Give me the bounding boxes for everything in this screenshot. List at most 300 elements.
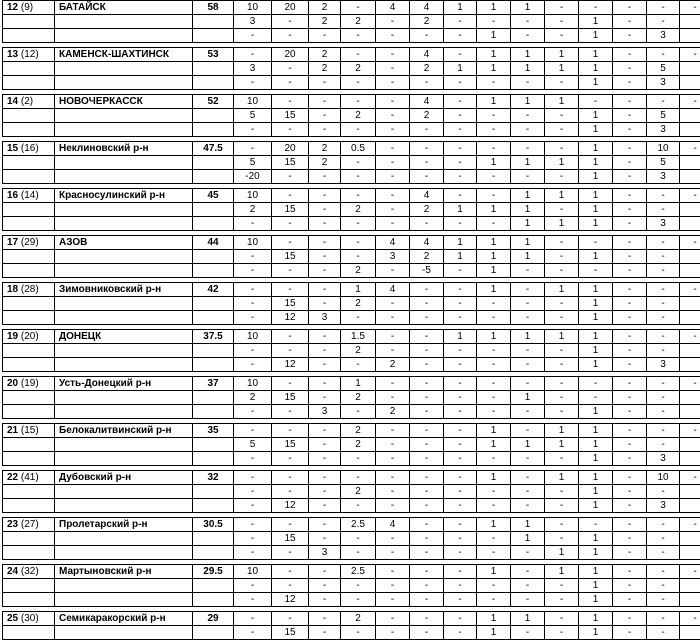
indicator-cell: 1 — [579, 344, 613, 358]
indicator-cell: -5 — [410, 264, 444, 278]
indicator-cell: - — [680, 612, 700, 626]
indicator-cell — [680, 264, 700, 278]
indicator-cell: 1 — [579, 626, 613, 640]
total-score-empty — [193, 62, 234, 76]
indicator-cell — [680, 109, 700, 123]
indicator-cell: - — [647, 95, 680, 109]
indicator-cell: - — [613, 471, 647, 485]
indicator-cell: 10 — [647, 142, 680, 156]
indicator-cell: - — [444, 283, 477, 297]
indicator-cell: - — [341, 311, 376, 325]
indicator-cell: 4 — [410, 189, 444, 203]
table-row — [3, 123, 700, 137]
indicator-cell: - — [613, 330, 647, 344]
indicator-cell: 20 — [272, 142, 309, 156]
rank-current: 15 — [7, 143, 19, 154]
indicator-cell — [680, 311, 700, 325]
indicator-cell: 1 — [511, 236, 545, 250]
indicator-cell: - — [410, 123, 444, 137]
territory-name: Усть-Донецкий р-н — [55, 377, 193, 391]
indicator-cell: - — [613, 424, 647, 438]
indicator-cell: - — [376, 76, 410, 90]
table-row — [3, 95, 700, 109]
indicator-cell: - — [309, 330, 341, 344]
table-row — [3, 170, 700, 184]
indicator-cell: - — [613, 546, 647, 560]
indicator-cell: 1.5 — [341, 330, 376, 344]
indicator-cell: - — [234, 311, 272, 325]
territory-name: БАТАЙСК — [55, 1, 193, 15]
indicator-cell: 3 — [647, 123, 680, 137]
indicator-cell: - — [234, 123, 272, 137]
indicator-cell: - — [376, 565, 410, 579]
indicator-cell: - — [309, 424, 341, 438]
indicator-cell: 2 — [341, 391, 376, 405]
indicator-cell: - — [410, 76, 444, 90]
indicator-cell: 15 — [272, 532, 309, 546]
rank-previous: (28) — [20, 284, 39, 295]
indicator-cell: 4 — [410, 48, 444, 62]
indicator-cell: - — [477, 579, 511, 593]
indicator-cell: 1 — [579, 283, 613, 297]
indicator-cell: - — [444, 264, 477, 278]
indicator-cell: 1 — [511, 62, 545, 76]
rank-cell-empty — [3, 452, 55, 466]
table-row — [3, 612, 700, 626]
indicator-cell: 1 — [477, 626, 511, 640]
total-score: 58 — [193, 1, 234, 15]
indicator-cell: - — [477, 142, 511, 156]
rank-current: 22 — [7, 472, 19, 483]
indicator-cell: 1 — [579, 142, 613, 156]
indicator-cell: 1 — [579, 29, 613, 43]
total-score-empty — [193, 29, 234, 43]
indicator-cell — [680, 76, 700, 90]
indicator-cell: - — [272, 62, 309, 76]
territory-name-empty — [55, 156, 193, 170]
indicator-cell: - — [272, 518, 309, 532]
indicator-cell: - — [579, 391, 613, 405]
rank-previous: (14) — [20, 190, 39, 201]
total-score: 47.5 — [193, 142, 234, 156]
total-score: 44 — [193, 236, 234, 250]
indicator-cell: - — [341, 250, 376, 264]
indicator-cell — [680, 217, 700, 231]
indicator-cell: - — [680, 236, 700, 250]
indicator-cell: - — [680, 1, 700, 15]
indicator-cell: - — [545, 391, 579, 405]
indicator-cell: 1 — [545, 156, 579, 170]
indicator-cell: - — [272, 471, 309, 485]
indicator-cell: - — [511, 264, 545, 278]
indicator-cell: - — [376, 344, 410, 358]
territory-name: Зимовниковский р-н — [55, 283, 193, 297]
indicator-cell: - — [410, 311, 444, 325]
rank-previous: (30) — [20, 613, 39, 624]
indicator-cell: 10 — [234, 95, 272, 109]
total-score: 30.5 — [193, 518, 234, 532]
indicator-cell: - — [444, 424, 477, 438]
indicator-cell: - — [477, 123, 511, 137]
rank-cell-empty — [3, 485, 55, 499]
indicator-cell: - — [410, 612, 444, 626]
total-score-empty — [193, 452, 234, 466]
territory-name: Красносулинский р-н — [55, 189, 193, 203]
total-score: 32 — [193, 471, 234, 485]
indicator-cell: - — [341, 48, 376, 62]
indicator-cell: - — [613, 95, 647, 109]
indicator-cell: - — [376, 15, 410, 29]
table-row — [3, 485, 700, 499]
rank-cell-empty — [3, 170, 55, 184]
indicator-cell: 1 — [511, 217, 545, 231]
total-score-empty — [193, 358, 234, 372]
total-score: 42 — [193, 283, 234, 297]
table-row — [3, 579, 700, 593]
indicator-cell: - — [680, 95, 700, 109]
indicator-cell: - — [376, 217, 410, 231]
indicator-cell: - — [545, 499, 579, 513]
indicator-cell: - — [341, 76, 376, 90]
indicator-cell — [680, 593, 700, 607]
indicator-cell: 15 — [272, 626, 309, 640]
indicator-cell: - — [477, 217, 511, 231]
indicator-cell: 1 — [511, 518, 545, 532]
indicator-cell: 1 — [579, 471, 613, 485]
table-row — [3, 499, 700, 513]
indicator-cell: - — [444, 546, 477, 560]
indicator-cell: 1 — [545, 95, 579, 109]
indicator-cell: - — [272, 170, 309, 184]
territory-name-empty — [55, 297, 193, 311]
indicator-cell: - — [579, 95, 613, 109]
indicator-cell: - — [309, 532, 341, 546]
indicator-cell: 3 — [647, 358, 680, 372]
indicator-cell: - — [309, 518, 341, 532]
indicator-cell: 1 — [477, 236, 511, 250]
indicator-cell: - — [376, 499, 410, 513]
table-row — [3, 1, 700, 15]
table-row — [3, 518, 700, 532]
indicator-cell: 12 — [272, 593, 309, 607]
indicator-cell: - — [410, 217, 444, 231]
indicator-cell: 1 — [579, 452, 613, 466]
indicator-cell: - — [477, 532, 511, 546]
indicator-cell: - — [410, 532, 444, 546]
territory-name: Дубовский р-н — [55, 471, 193, 485]
indicator-cell: - — [647, 250, 680, 264]
indicator-cell: - — [234, 612, 272, 626]
indicator-cell: 3 — [647, 170, 680, 184]
indicator-cell: - — [511, 405, 545, 419]
table-row — [3, 283, 700, 297]
indicator-cell: - — [376, 532, 410, 546]
indicator-cell: - — [511, 377, 545, 391]
indicator-cell: - — [410, 565, 444, 579]
indicator-cell: - — [272, 377, 309, 391]
indicator-cell: - — [234, 48, 272, 62]
indicator-cell: - — [272, 424, 309, 438]
indicator-cell: - — [613, 156, 647, 170]
table-row — [3, 330, 700, 344]
indicator-cell: - — [444, 452, 477, 466]
table-row — [3, 471, 700, 485]
indicator-cell: - — [341, 217, 376, 231]
total-score: 45 — [193, 189, 234, 203]
indicator-cell: 2 — [341, 15, 376, 29]
indicator-cell: - — [477, 405, 511, 419]
territory-name-empty — [55, 579, 193, 593]
rank-cell — [3, 612, 55, 626]
indicator-cell: - — [613, 579, 647, 593]
indicator-cell: 3 — [647, 29, 680, 43]
rank-cell-empty — [3, 29, 55, 43]
indicator-cell: - — [613, 626, 647, 640]
indicator-cell: - — [613, 283, 647, 297]
total-score-empty — [193, 311, 234, 325]
indicator-cell: 1 — [579, 579, 613, 593]
indicator-cell: - — [309, 438, 341, 452]
table-row — [3, 593, 700, 607]
indicator-cell: 2 — [341, 485, 376, 499]
indicator-cell: - — [545, 109, 579, 123]
indicator-cell: - — [410, 330, 444, 344]
indicator-cell: - — [613, 109, 647, 123]
indicator-cell: 1 — [511, 250, 545, 264]
indicator-cell: 1 — [477, 62, 511, 76]
indicator-cell: - — [234, 405, 272, 419]
indicator-cell: - — [647, 330, 680, 344]
total-score-empty — [193, 170, 234, 184]
indicator-cell: - — [309, 377, 341, 391]
indicator-cell: - — [545, 236, 579, 250]
indicator-cell: 1 — [477, 156, 511, 170]
indicator-cell: 1 — [444, 330, 477, 344]
rank-current: 18 — [7, 284, 19, 295]
indicator-cell: - — [234, 344, 272, 358]
rank-cell — [3, 142, 55, 156]
indicator-cell: - — [272, 29, 309, 43]
indicator-cell: - — [309, 593, 341, 607]
indicator-cell: - — [647, 344, 680, 358]
indicator-cell: - — [309, 76, 341, 90]
rank-previous: (12) — [20, 49, 39, 60]
indicator-cell: - — [511, 344, 545, 358]
indicator-cell: - — [410, 283, 444, 297]
indicator-cell — [680, 626, 700, 640]
indicator-cell: 1 — [545, 48, 579, 62]
indicator-cell: - — [444, 518, 477, 532]
indicator-cell: - — [613, 405, 647, 419]
indicator-cell: 2 — [341, 612, 376, 626]
indicator-cell: - — [309, 626, 341, 640]
indicator-cell: 2 — [309, 62, 341, 76]
indicator-cell: - — [234, 424, 272, 438]
indicator-cell: - — [613, 297, 647, 311]
indicator-cell: 20 — [272, 1, 309, 15]
indicator-cell: - — [410, 156, 444, 170]
indicator-cell: - — [613, 170, 647, 184]
indicator-cell: - — [444, 377, 477, 391]
indicator-cell: - — [341, 452, 376, 466]
indicator-cell: - — [410, 424, 444, 438]
table-row — [3, 142, 700, 156]
indicator-cell: - — [444, 311, 477, 325]
territory-name: Пролетарский р-н — [55, 518, 193, 532]
indicator-cell: 1 — [579, 156, 613, 170]
rank-cell — [3, 471, 55, 485]
table-row — [3, 377, 700, 391]
indicator-cell: - — [410, 405, 444, 419]
indicator-cell: 2 — [309, 156, 341, 170]
indicator-cell: 1 — [579, 499, 613, 513]
indicator-cell: - — [376, 471, 410, 485]
indicator-cell: - — [444, 405, 477, 419]
indicator-cell: 1 — [579, 438, 613, 452]
indicator-cell: 1 — [477, 48, 511, 62]
territory-name: КАМЕНСК-ШАХТИНСК — [55, 48, 193, 62]
indicator-cell: 1 — [579, 546, 613, 560]
indicator-cell: - — [647, 565, 680, 579]
indicator-cell: 5 — [647, 62, 680, 76]
indicator-cell: - — [272, 95, 309, 109]
indicator-cell: - — [309, 236, 341, 250]
indicator-cell: 12 — [272, 311, 309, 325]
indicator-cell: - — [477, 499, 511, 513]
indicator-cell: - — [579, 264, 613, 278]
total-score-empty — [193, 217, 234, 231]
indicator-cell: - — [444, 344, 477, 358]
territory-name-empty — [55, 405, 193, 419]
indicator-cell: - — [613, 250, 647, 264]
rank-cell-empty — [3, 264, 55, 278]
indicator-cell: - — [647, 15, 680, 29]
indicator-cell: - — [410, 452, 444, 466]
indicator-cell — [680, 15, 700, 29]
rank-cell — [3, 48, 55, 62]
territory-name-empty — [55, 250, 193, 264]
rank-cell — [3, 377, 55, 391]
indicator-cell: - — [341, 236, 376, 250]
indicator-cell: - — [376, 546, 410, 560]
rank-cell — [3, 518, 55, 532]
indicator-cell: - — [309, 391, 341, 405]
indicator-cell: - — [477, 452, 511, 466]
indicator-cell: - — [613, 1, 647, 15]
territory-name-empty — [55, 452, 193, 466]
indicator-cell: - — [410, 358, 444, 372]
indicator-cell: - — [511, 546, 545, 560]
indicator-cell: 2 — [410, 250, 444, 264]
indicator-cell: - — [341, 532, 376, 546]
indicator-cell: 1 — [545, 438, 579, 452]
indicator-cell: - — [444, 579, 477, 593]
indicator-cell: - — [647, 311, 680, 325]
indicator-cell: 4 — [376, 283, 410, 297]
table-row — [3, 344, 700, 358]
indicator-cell: - — [410, 344, 444, 358]
indicator-cell: 1 — [545, 62, 579, 76]
indicator-cell: - — [309, 170, 341, 184]
indicator-cell — [680, 485, 700, 499]
total-score-empty — [193, 123, 234, 137]
rank-cell-empty — [3, 391, 55, 405]
indicator-cell: - — [341, 189, 376, 203]
indicator-cell: 1 — [579, 565, 613, 579]
indicator-cell: 1 — [579, 358, 613, 372]
indicator-cell: - — [341, 29, 376, 43]
indicator-cell: - — [511, 358, 545, 372]
indicator-cell: - — [309, 250, 341, 264]
indicator-cell: - — [410, 438, 444, 452]
indicator-cell: 5 — [647, 156, 680, 170]
indicator-cell: - — [309, 471, 341, 485]
indicator-cell: 5 — [234, 156, 272, 170]
indicator-cell: 2 — [341, 109, 376, 123]
rank-cell-empty — [3, 344, 55, 358]
indicator-cell: 1 — [511, 612, 545, 626]
indicator-cell: - — [680, 377, 700, 391]
indicator-cell: 1 — [545, 546, 579, 560]
rank-current: 17 — [7, 237, 19, 248]
indicator-cell: - — [545, 250, 579, 264]
indicator-cell: 1 — [511, 189, 545, 203]
indicator-cell: - — [410, 377, 444, 391]
indicator-cell: 1 — [477, 612, 511, 626]
indicator-cell: - — [410, 297, 444, 311]
indicator-cell: - — [272, 189, 309, 203]
indicator-cell: - — [545, 76, 579, 90]
indicator-cell: - — [477, 485, 511, 499]
indicator-cell: - — [376, 438, 410, 452]
indicator-cell: 1 — [477, 471, 511, 485]
indicator-cell: - — [647, 626, 680, 640]
indicator-cell: 1 — [545, 330, 579, 344]
indicator-cell: - — [309, 358, 341, 372]
indicator-cell: - — [234, 29, 272, 43]
indicator-cell: - — [545, 311, 579, 325]
indicator-cell: - — [511, 565, 545, 579]
indicator-cell: - — [680, 189, 700, 203]
indicator-cell: - — [272, 330, 309, 344]
indicator-cell: - — [511, 485, 545, 499]
indicator-cell: 1 — [579, 485, 613, 499]
indicator-cell: 1 — [444, 62, 477, 76]
indicator-cell: - — [444, 499, 477, 513]
total-score-empty — [193, 109, 234, 123]
territory-name-empty — [55, 123, 193, 137]
total-score: 52 — [193, 95, 234, 109]
indicator-cell: - — [341, 471, 376, 485]
indicator-cell: - — [545, 358, 579, 372]
indicator-cell: - — [613, 518, 647, 532]
indicator-cell: - — [376, 626, 410, 640]
indicator-cell: 2 — [376, 405, 410, 419]
table-row — [3, 405, 700, 419]
indicator-cell: - — [613, 485, 647, 499]
indicator-cell: - — [477, 189, 511, 203]
indicator-cell: - — [410, 142, 444, 156]
territory-name: Неклиновский р-н — [55, 142, 193, 156]
total-score-empty — [193, 15, 234, 29]
indicator-cell: - — [376, 142, 410, 156]
rank-cell-empty — [3, 217, 55, 231]
total-score-empty — [193, 156, 234, 170]
table-row — [3, 62, 700, 76]
indicator-cell: 1 — [477, 330, 511, 344]
indicator-cell: - — [341, 405, 376, 419]
indicator-cell: - — [613, 565, 647, 579]
